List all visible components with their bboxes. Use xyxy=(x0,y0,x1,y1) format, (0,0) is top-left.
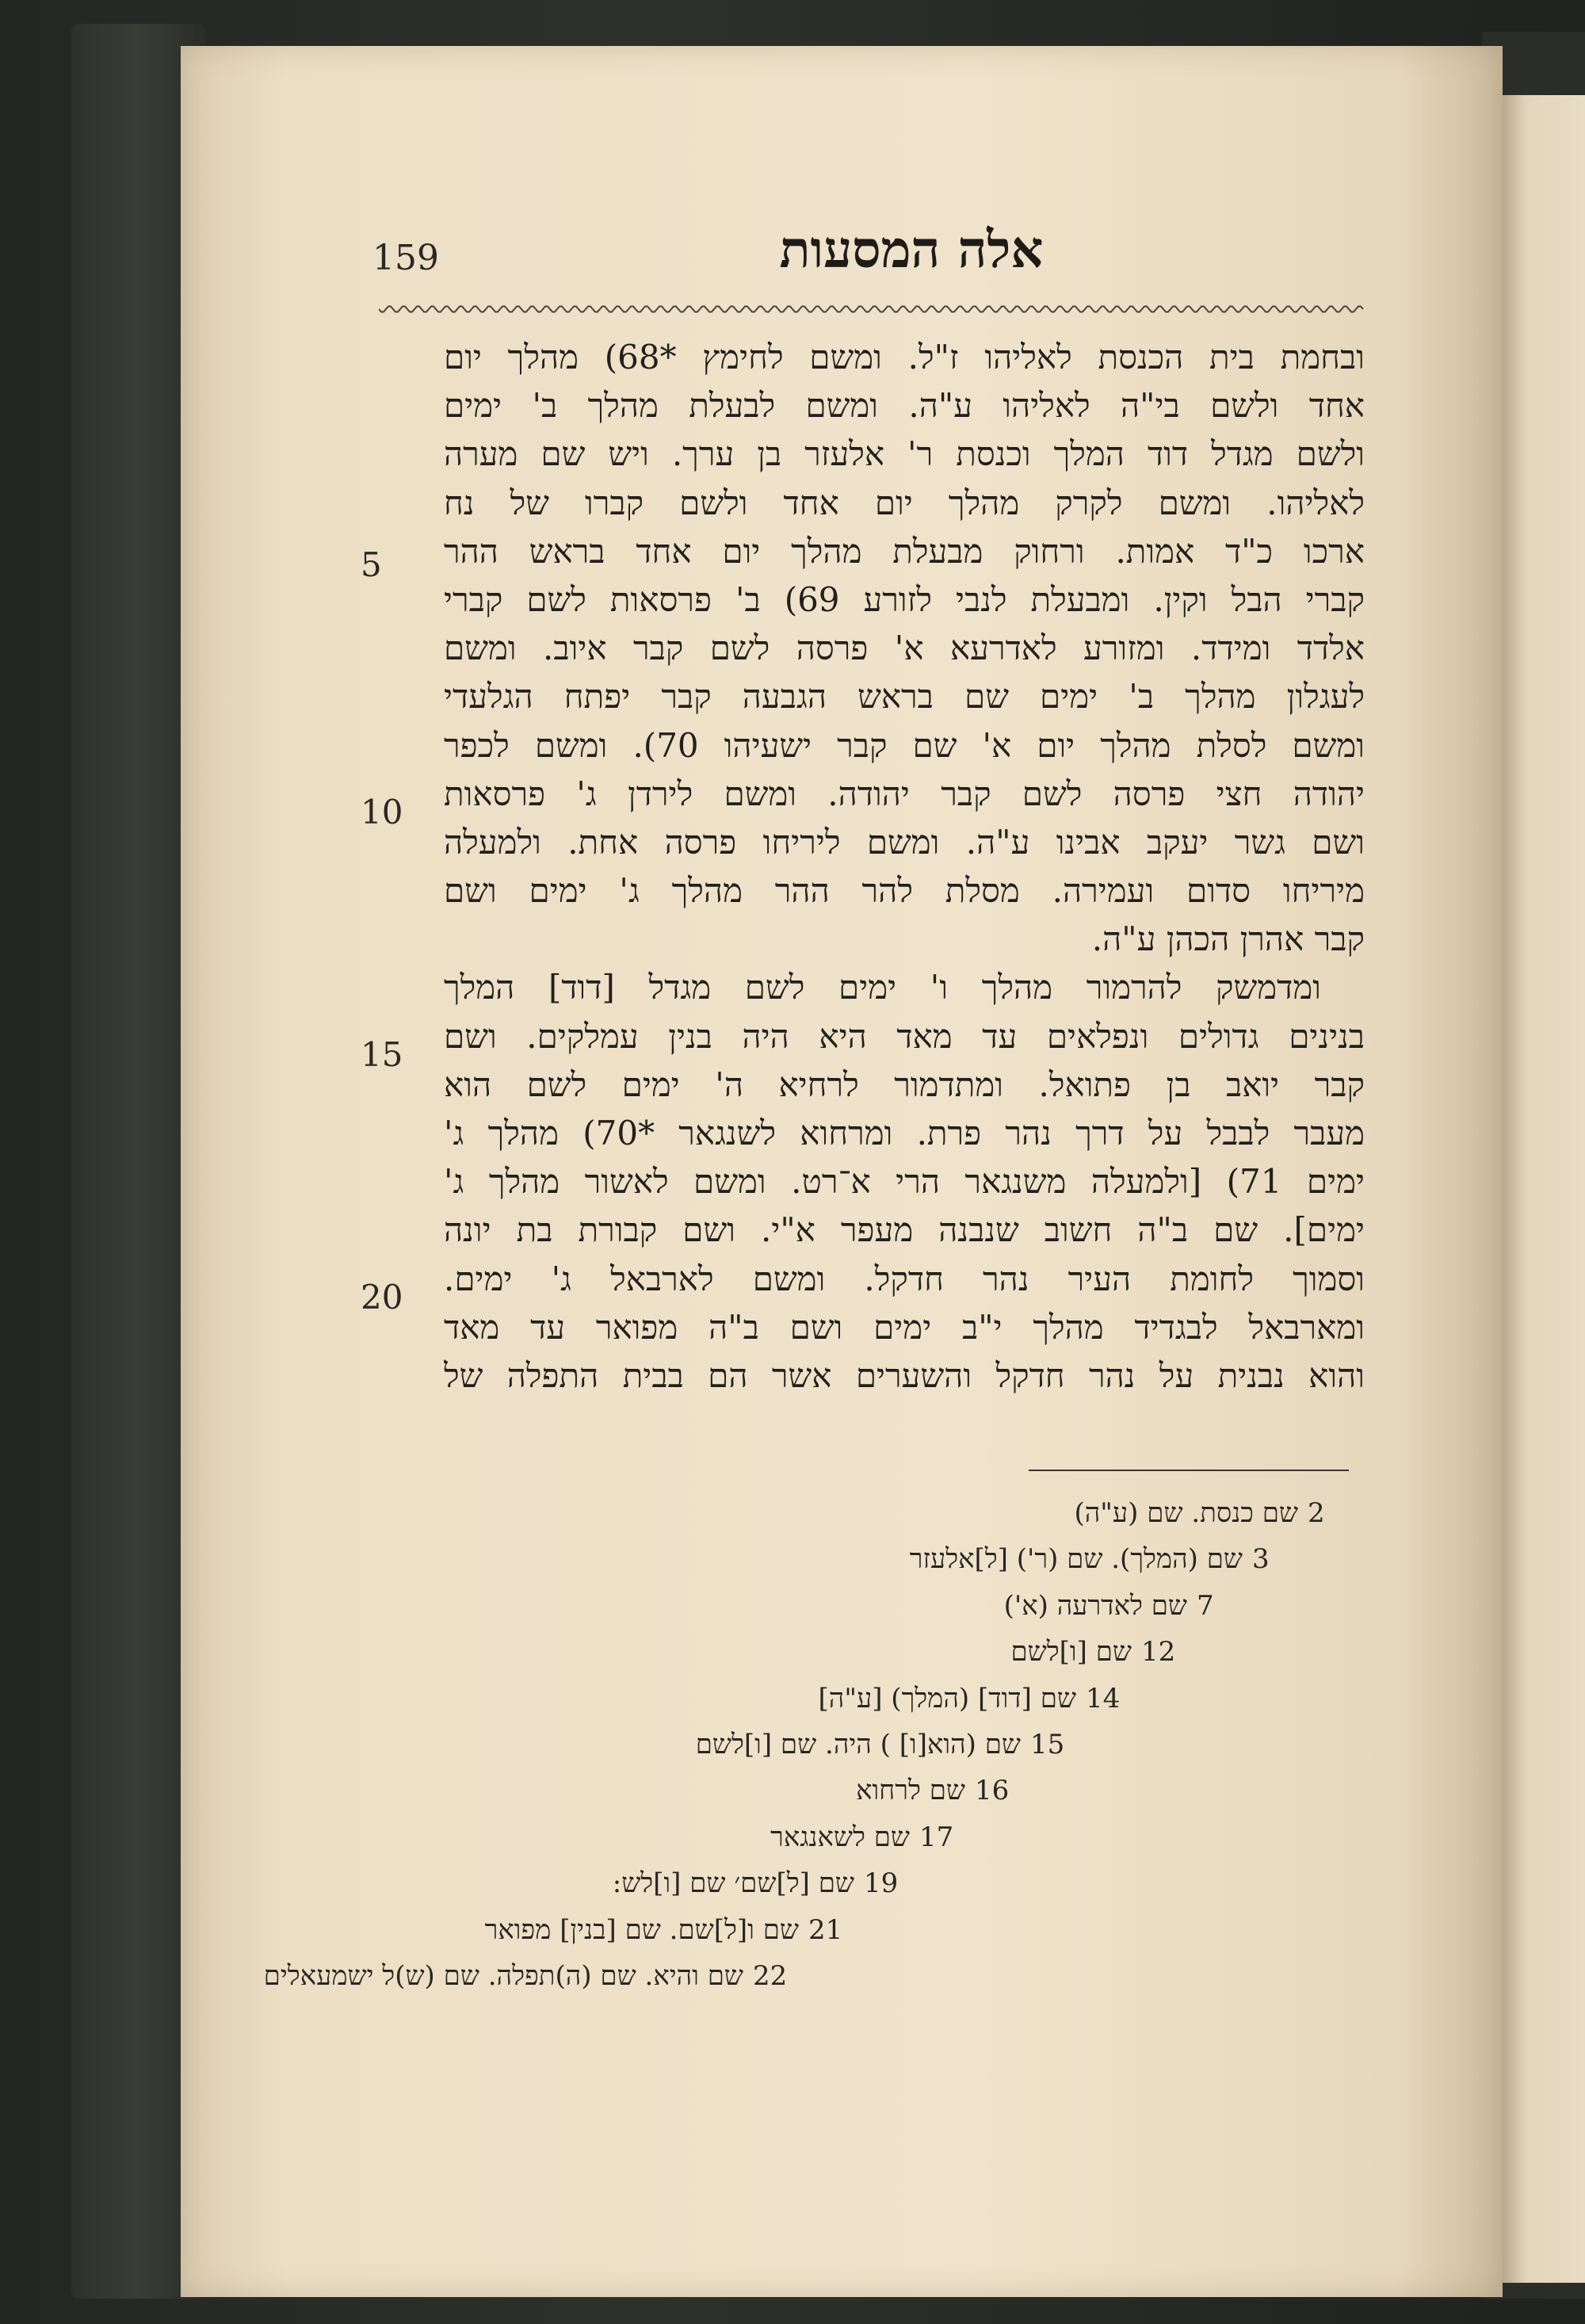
footnote xyxy=(713,1676,1363,1722)
text-line: קבר יואב בן פתואל. ומתדמור לרחיא ה' ימים לשם הוא xyxy=(444,1065,1365,1104)
text-line: ובחמת בית הכנסת לאליהו ז"ל. ומשם לחימץ *68) מהלך יום xyxy=(444,338,1365,377)
footnote xyxy=(713,1768,1363,1814)
footnote xyxy=(612,1860,1363,1906)
text-line: בנינים גדולים ונפלאים עד מאד היא היה בנין עמלקים. ושם xyxy=(444,1016,1365,1056)
text-line: לעגלון מהלך ב' ימים שם בראש הגבעה קבר יפתח הגלעדי xyxy=(444,677,1365,717)
footnote xyxy=(713,1583,1363,1629)
page-number: 159 xyxy=(372,238,439,278)
footnote-text: שם [דוד] (המלך) [ע"ה] xyxy=(818,1682,1076,1714)
footnote-text: שם והיא. שם (ה)תפלה. שם (ש)ל ישמעאלים xyxy=(263,1959,743,1992)
text-line: וסמוך לחומת העיר נהר חדקל. ומשם לארבאל ג' ימים. xyxy=(444,1259,1365,1298)
footnote-number: 7 xyxy=(1197,1589,1214,1622)
line-number: 20 xyxy=(361,1278,403,1317)
footnote xyxy=(713,1536,1363,1582)
footnote-text: שם לשאנגאר xyxy=(770,1821,910,1853)
text-line: ימים 71) [ולמעלה משנגאר הרי א־רט. ומשם לאשור מהלך ג' xyxy=(444,1162,1365,1202)
main-text-block xyxy=(444,333,1365,1400)
text-line: ומדמשק להרמור מהלך ו' ימים לשם מגדל [דוד] המלך xyxy=(444,968,1321,1007)
footnote-text: שם לרחוא xyxy=(856,1775,965,1807)
footnote xyxy=(713,1814,1363,1860)
footnote-number: 19 xyxy=(864,1867,899,1900)
footnote-number: 16 xyxy=(975,1775,1010,1807)
line-number: 5 xyxy=(361,545,382,584)
text-line: ומארבאל לבגדיד מהלך י"ב ימים ושם ב"ה מפואר עד מאד xyxy=(444,1307,1365,1347)
footnote-number: 17 xyxy=(919,1821,954,1853)
facing-page-edge xyxy=(1502,95,1585,2283)
footnote-text: שם ו[ל]שם. שם [בנין] מפואר xyxy=(484,1913,799,1946)
text-line: ימים]. שם ב"ה חשוב שנבנה מעפר א"י. ושם קבורת בת יונה xyxy=(444,1210,1365,1250)
footnote-number: 2 xyxy=(1308,1497,1325,1529)
text-line: לאליהו. ומשם לקרק מהלך יום אחד ולשם קברו של נח xyxy=(444,483,1365,522)
text-line: קבר אהרן הכהן ע"ה. xyxy=(1091,919,1365,959)
text-line: מעבר לבבל על דרך נהר פרת. ומרחוא לשנגאר *70) מהלך ג' xyxy=(444,1114,1365,1152)
text-line: ולשם מגדל דוד המלך וכנסת ר' אלעזר בן ערך. ויש שם מערה xyxy=(444,434,1365,474)
footnotes xyxy=(263,1490,1363,1999)
text-line: יהודה חצי פרסה לשם קבר יהודה. ומשם לירדן ג' פרסאות xyxy=(444,774,1365,813)
footnote-text: שם [ל]שם׳ שם [ו]לש: xyxy=(612,1867,854,1900)
footnote-text: שם (הוא[ו] ) היה. שם [ו]לשם xyxy=(695,1728,1021,1760)
footnote xyxy=(695,1722,1363,1768)
footnote-rule xyxy=(1029,1470,1349,1471)
text-line: מיריחו סדום ועמירה. מסלת להר ההר מהלך ג' ימים ושם xyxy=(444,871,1365,911)
footnote-number: 15 xyxy=(1030,1728,1065,1760)
text-line: אחד ולשם בי"ה לאליהו ע"ה. ומשם לבעלת מהלך ב' ימים xyxy=(444,386,1365,426)
text-line: קברי הבל וקין. ומבעלת לנבי לזורע 69) ב' פרסאות לשם קברי xyxy=(444,579,1365,619)
footnote-number: 12 xyxy=(1141,1636,1176,1668)
footnote xyxy=(713,1490,1363,1536)
footnote-number: 22 xyxy=(753,1959,788,1992)
line-number: 15 xyxy=(361,1035,403,1074)
text-line: ושם גשר יעקב אבינו ע"ה. ומשם ליריחו פרסה אחת. ולמעלה xyxy=(444,822,1365,862)
footnote xyxy=(713,1629,1363,1675)
footnote-text: שם (המלך). שם (ר') [ל]אלעזר xyxy=(909,1543,1243,1576)
running-head: אלה המסעות xyxy=(779,220,1044,280)
footnote-number: 21 xyxy=(808,1913,843,1946)
footnote-text: שם כנסת. שם (ע"ה) xyxy=(1074,1497,1298,1529)
text-line: ארכו כ"ד אמות. ורחוק מבעלת מהלך יום אחד בראש ההר xyxy=(444,531,1365,571)
wavy-rule xyxy=(379,300,1365,319)
footnote-text: שם [ו]לשם xyxy=(1010,1636,1132,1668)
footnote-text: שם לאדרעה (א') xyxy=(1003,1589,1187,1622)
footnote xyxy=(263,1953,1363,1999)
text-line: אלדד ומידד. ומזורע לאדרעא א' פרסה לשם קבר איוב. ומשם xyxy=(444,629,1365,668)
line-number: 10 xyxy=(361,793,403,831)
footnote-number: 14 xyxy=(1086,1682,1121,1714)
footnote xyxy=(484,1907,1363,1953)
text-line: ומשם לסלת מהלך יום א' שם קבר ישעיהו 70). ומשם לכפר xyxy=(444,725,1365,765)
text-line: והוא נבנית על נהר חדקל והשערים אשר הם בבית התפלה של xyxy=(444,1355,1365,1395)
footnote-number: 3 xyxy=(1252,1543,1270,1576)
